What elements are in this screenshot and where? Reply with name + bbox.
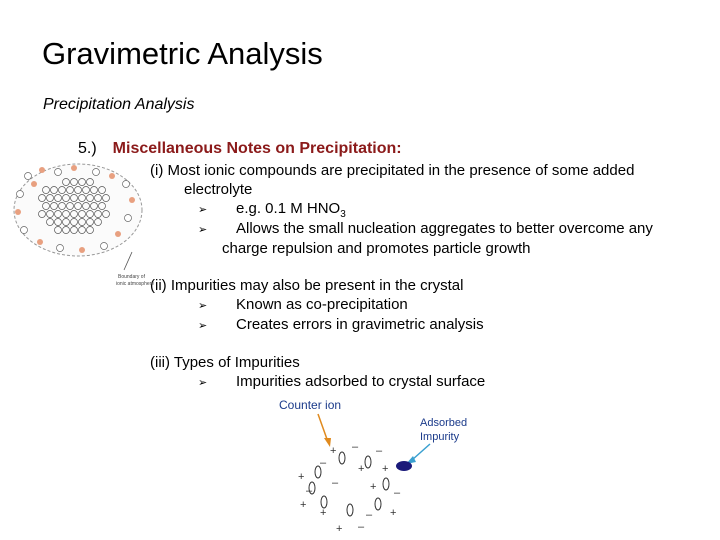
slide-subtitle: Precipitation Analysis <box>43 96 195 113</box>
svg-text:+: + <box>336 523 343 535</box>
section-heading <box>78 140 402 158</box>
svg-text:–: – <box>332 477 339 489</box>
section-title: Miscellaneous Notes on Precipitation: <box>112 140 402 157</box>
svg-text:+: + <box>298 471 305 483</box>
note-ii-bullet1-text: Known as co-precipitation <box>236 296 408 313</box>
note-i-bullet1-text: e.g. 0.1 M HNO <box>236 200 341 217</box>
svg-text:+: + <box>320 507 327 519</box>
note-i-bullet2-line2: charge repulsion and promotes particle growth <box>222 240 531 257</box>
note-i-bullet1-subscript: 3 <box>340 209 346 220</box>
note-iii-line1: (iii) Types of Impurities <box>150 354 300 371</box>
adsorbed-label-line1: Adsorbed <box>420 417 468 429</box>
svg-text:+: + <box>370 481 377 493</box>
counter-ion-label: Counter ion <box>279 398 342 412</box>
counter-ions <box>298 441 401 535</box>
note-ii-bullet2 <box>198 316 484 333</box>
adsorbed-label-line2: Impurity <box>420 431 460 443</box>
impurity-arrow <box>412 444 430 460</box>
svg-text:–: – <box>352 441 359 453</box>
svg-text:–: – <box>394 487 401 499</box>
svg-text:+: + <box>382 463 389 475</box>
slide-title: Gravimetric Analysis <box>42 36 323 71</box>
svg-text:–: – <box>366 509 373 521</box>
boundary-pointer <box>124 252 132 270</box>
bullet-arrow-icon: ➢ <box>198 204 208 216</box>
bullet-arrow-icon: ➢ <box>198 300 208 312</box>
ionic-atmosphere-figure <box>8 160 155 295</box>
bullet-arrow-icon: ➢ <box>198 320 208 332</box>
note-i-bullet2-line1: Allows the small nucleation aggregates to better overcome any <box>236 220 653 237</box>
svg-text:–: – <box>376 445 383 457</box>
svg-text:–: – <box>358 521 365 533</box>
note-i-line1: (i) Most ionic compounds are precipitated in the presence of some added <box>150 162 635 179</box>
boundary-label-line1: Boundary of <box>118 274 145 280</box>
ionic-atmosphere-boundary <box>14 164 142 256</box>
note-iii-bullet1-text: Impurities adsorbed to crystal surface <box>236 373 486 390</box>
section-number: 5.) <box>78 140 97 157</box>
svg-text:–: – <box>306 485 313 497</box>
boundary-label-line2: ionic atmosphere <box>116 281 155 287</box>
svg-text:+: + <box>358 463 365 475</box>
note-iii-bullet1 <box>198 373 485 390</box>
bullet-arrow-icon: ➢ <box>198 377 208 389</box>
svg-text:+: + <box>330 445 337 457</box>
svg-text:–: – <box>320 457 327 469</box>
note-ii-bullet1 <box>198 296 408 313</box>
svg-text:+: + <box>300 499 307 511</box>
note-i-line2: electrolyte <box>184 181 253 198</box>
counter-ion-arrow <box>318 414 328 442</box>
adsorbed-impurity-figure <box>270 392 510 537</box>
svg-text:+: + <box>390 507 397 519</box>
note-i-bullet1 <box>198 200 346 220</box>
note-i-bullet2 <box>198 220 653 237</box>
note-ii-bullet2-text: Creates errors in gravimetric analysis <box>236 316 484 333</box>
bullet-arrow-icon: ➢ <box>198 224 208 236</box>
adsorbed-impurity <box>396 461 412 471</box>
note-ii-line1: (ii) Impurities may also be present in the crystal <box>150 277 464 294</box>
